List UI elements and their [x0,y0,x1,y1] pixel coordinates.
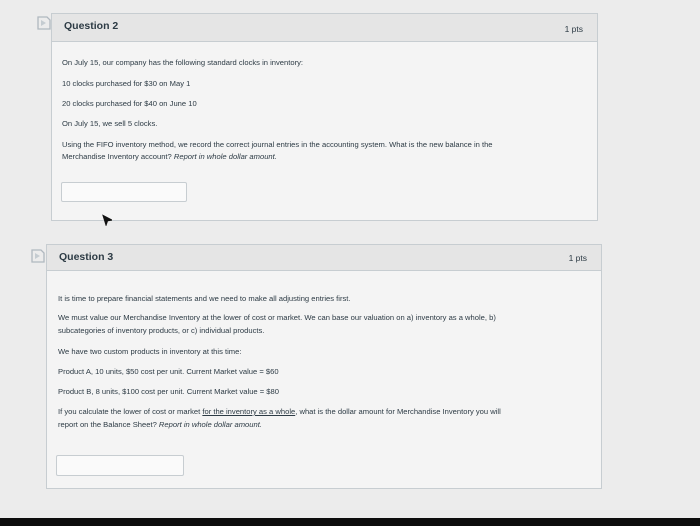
question-text: On July 15, our company has the following standard clocks in inventory: [62,58,304,67]
question-title: Question 2 [64,20,119,32]
question-text: Product A, 10 units, $50 cost per unit. Current Market value = $60 [58,367,279,376]
question-text-part: Merchandise Inventory account? [62,152,172,161]
mouse-pointer-icon [100,212,112,226]
question-2-card [51,13,598,221]
bottom-bar [0,518,700,526]
question-points: 1 pts [568,253,587,263]
question-text-part: If you calculate the lower of cost or market [58,407,203,416]
answer-input[interactable] [61,182,187,202]
question-text: We have two custom products in inventory at this time: [58,347,242,356]
question-text [58,406,501,418]
question-text: 10 clocks purchased for $30 on May 1 [62,79,191,88]
flag-icon[interactable] [30,249,46,263]
question-text [62,151,277,163]
question-text: We must value our Merchandise Inventory at the lower of cost or market. We can base our valuation on a) inventory as a whole, b) [58,313,496,322]
question-text-part: , what is the dollar amount for Merchandise Inventory you will [295,407,501,416]
question-3-card [46,244,602,489]
question-text: 20 clocks purchased for $40 on June 10 [62,99,197,108]
question-text: Product B, 8 units, $100 cost per unit. Current Market value = $80 [58,387,279,396]
answer-input[interactable] [56,455,184,476]
underlined-text: for the inventory as a whole [202,407,296,416]
instruction-text: Report in whole dollar amount. [158,420,262,429]
question-text: Using the FIFO inventory method, we record the correct journal entries in the accounting system. What is the new balance in the [62,140,493,149]
question-2-header [52,14,597,42]
question-text [58,419,262,431]
question-text: It is time to prepare financial statements and we need to make all adjusting entries first. [58,294,351,303]
question-text: subcategories of inventory products, or c) individual products. [58,326,265,335]
question-points: 1 pts [564,24,583,34]
question-3-header [47,245,601,271]
question-text-part: report on the Balance Sheet? [58,420,157,429]
question-title: Question 3 [59,251,114,263]
instruction-text: Report in whole dollar amount. [173,152,277,161]
flag-icon[interactable] [36,16,52,30]
question-text: On July 15, we sell 5 clocks. [62,119,158,128]
